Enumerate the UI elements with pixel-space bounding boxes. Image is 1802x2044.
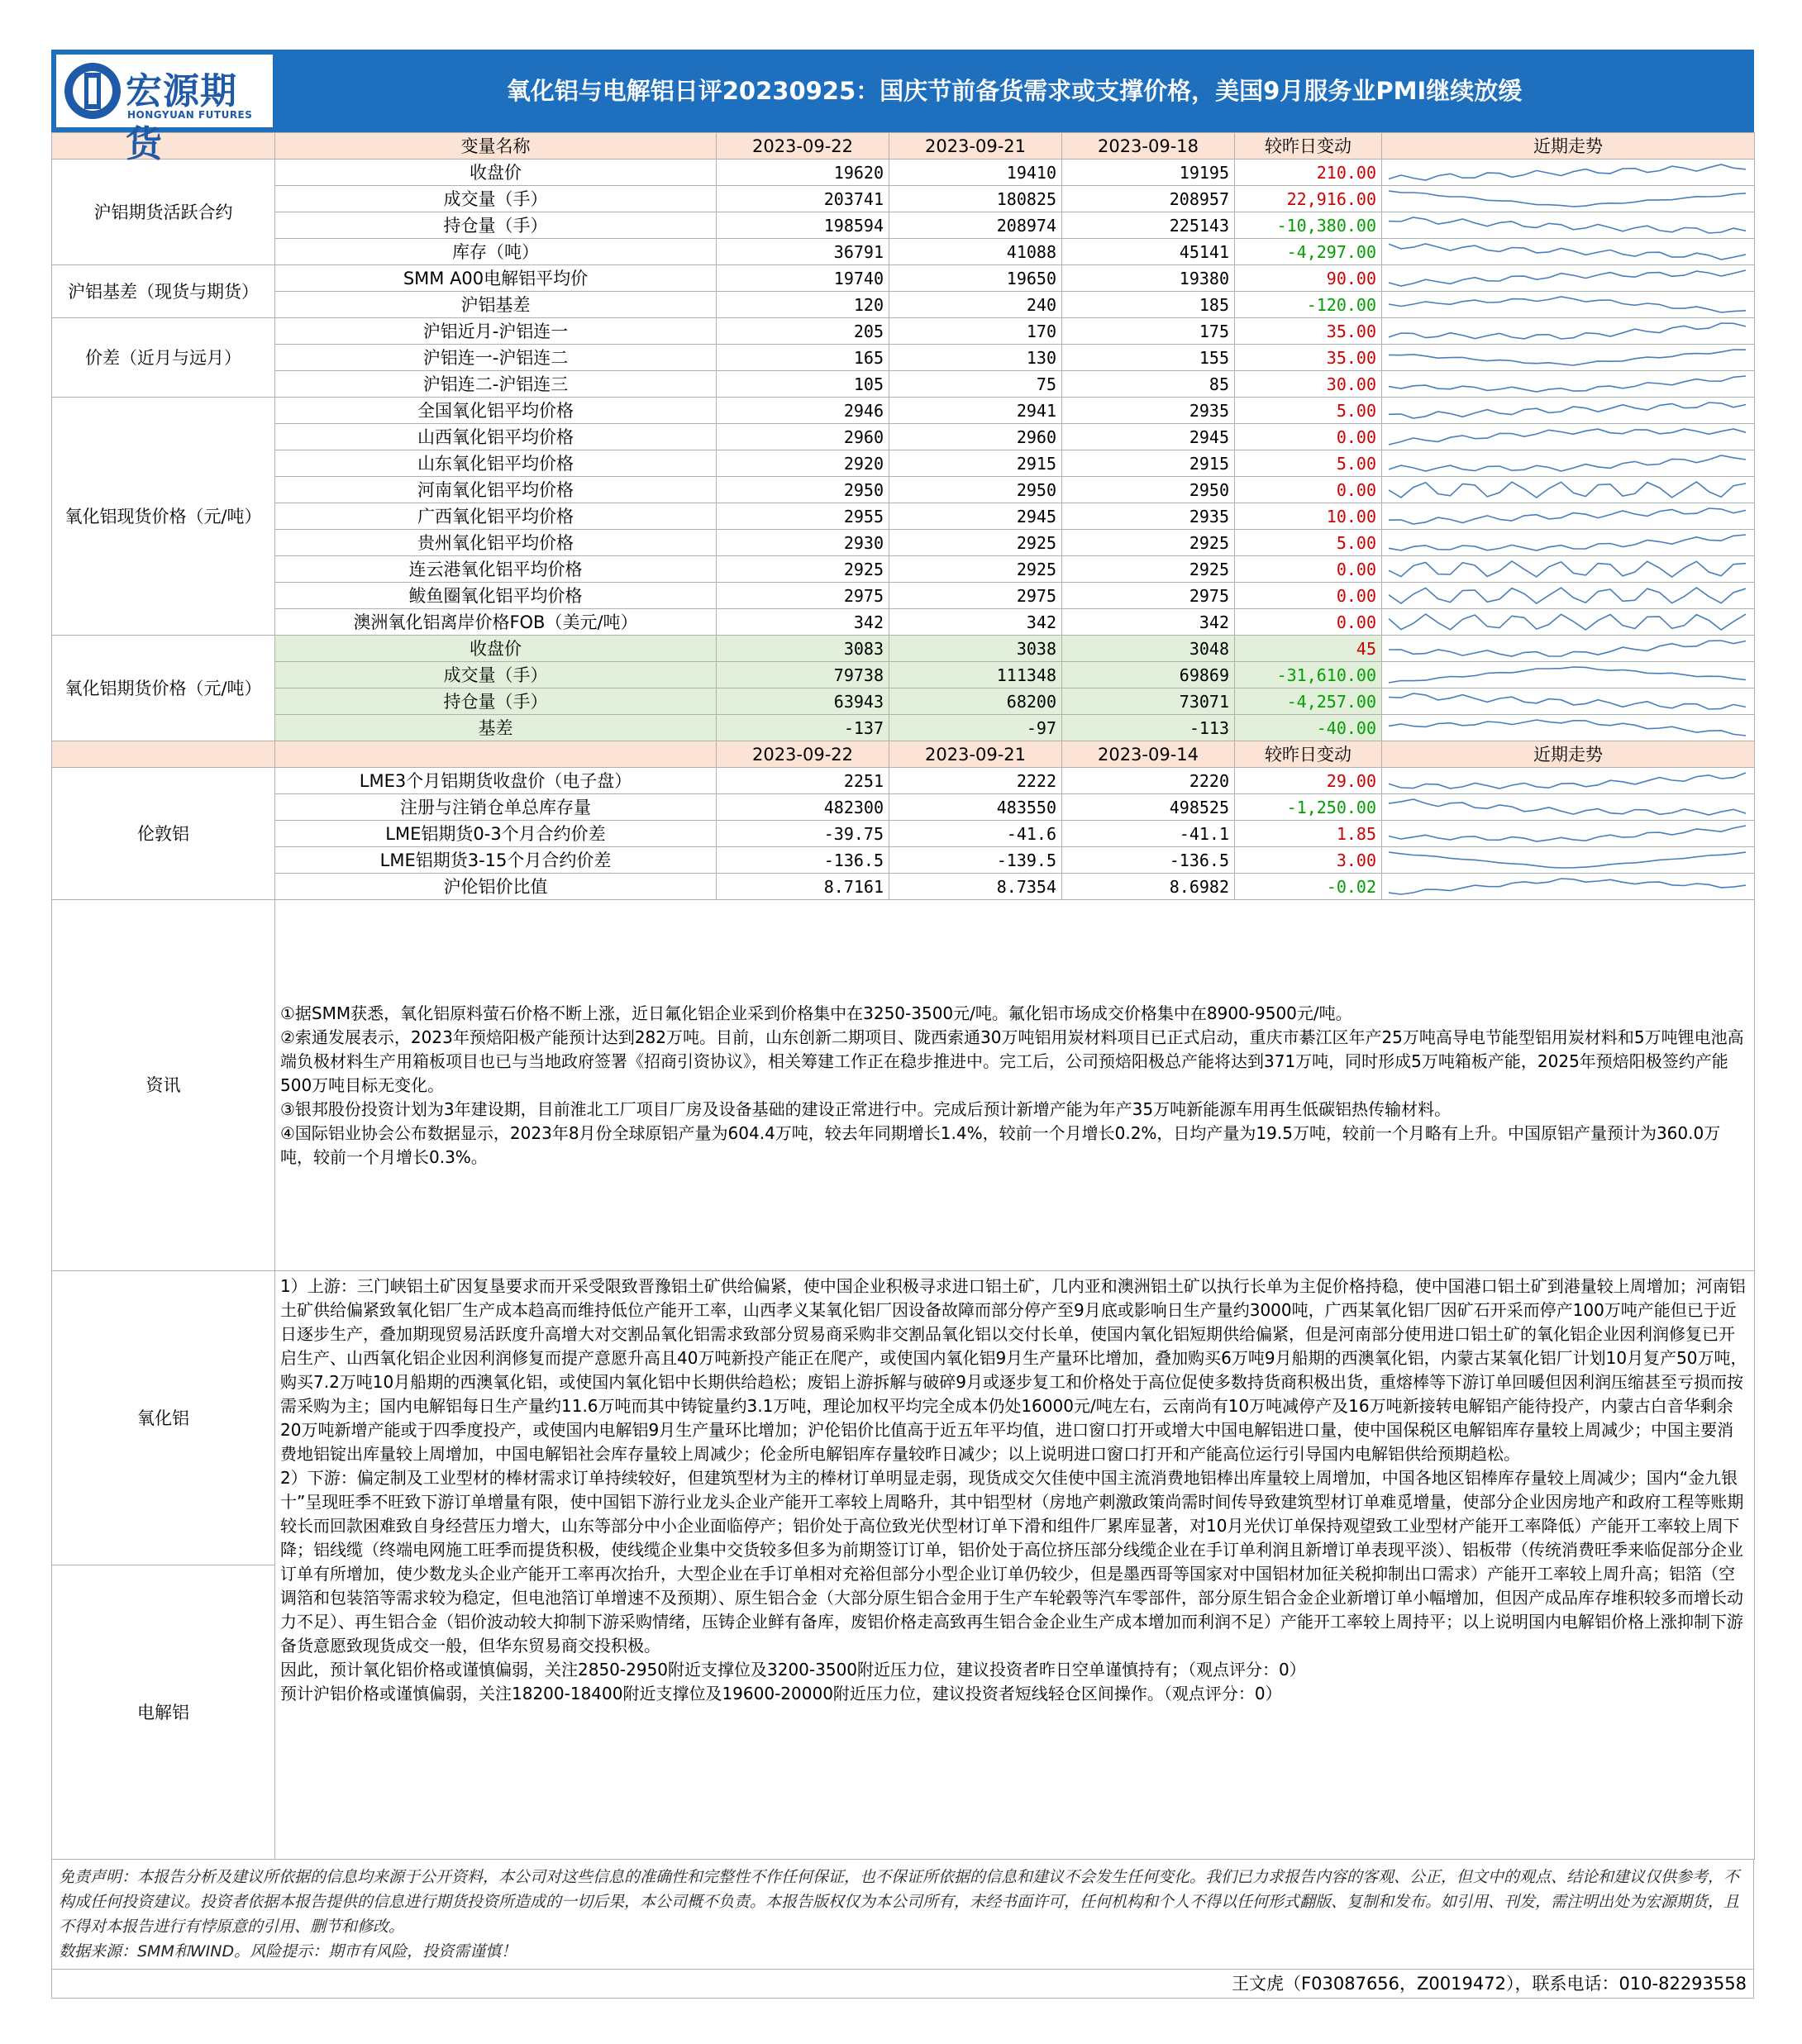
trend-line <box>1389 720 1746 736</box>
trend-sparkline <box>1385 160 1749 184</box>
value-cell: 79738 <box>717 662 889 688</box>
row-name: 持仓量（手） <box>275 688 717 715</box>
trend-line <box>1389 482 1746 498</box>
row-name: LME铝期货3-15个月合约价差 <box>275 847 717 874</box>
table-row <box>52 556 1755 583</box>
trend-cell <box>1382 715 1755 741</box>
trend-line <box>1389 693 1746 709</box>
analysis-paragraph: 2）下游：偏定制及工业型材的棒材需求订单持续较好，但建筑型材为主的棒材订单明显走弱，现货成交欠佳使中国主流消费地铝棒出库量较上周增加，中国各地区铝棒库存量较上周减少；国内“金九银十”呈现旺季不旺致下游订单增量有限，使中国铝下游行业龙头企业产能开工率较上周略升，其中铝型材（房地产刺激政策尚需时间传导致建筑型材订单难觅增量，使部分企业因房地产和政府工程等账期较长而回款困难致自身经营压力增大，山东等部分中小企业面临停产；铝价处于高位致光伏型材订单下滑和组件厂累库显著，对10月光伏订单保持观望致工业型材产能开工率降低）产能开工率较上周下降；铝线缆（终端电网施工旺季而提货积极，使线缆企业集中交货较多但多为前期签订订单，铝价处于高位挤压部分线缆企业在手订单利润且新增订单表现平淡）、铝板带（传统消费旺季来临促部分企业订单有所增加，使少数龙头企业产能开工率再次抬升，大型企业在手订单相对充裕但部分小型企业订单仍较少，但是墨西哥等国家对中国铝材加征关税抑制出口需求）产能开工率较上周升高；铝箔（空调箔和包装箔等需求较为稳定，但电池箔订单增速不及预期）、原生铝合金（大部分原生铝合金用于生产车轮毂等汽车零部件，部分原生铝合金企业新增订单小幅增加，但因产成品库存堆积较多而增长动力不足）、再生铝合金（铝价波动较大抑制下游采购情绪，压铸企业鲜有备库，废铝价格走高致再生铝合金企业生产成本增加而利润不足）产能开工率较上周持平；以上说明国内电解铝价格上涨抑制下游备货意愿致现货成交一般，但华东贸易商交投积极。 <box>280 1468 1744 1656</box>
table-row <box>52 292 1755 318</box>
row-name: 沪伦铝价比值 <box>275 874 717 900</box>
trend-cell <box>1382 450 1755 477</box>
trend-sparkline <box>1385 504 1749 528</box>
trend-cell <box>1382 636 1755 662</box>
value-cell: 63943 <box>717 688 889 715</box>
change-cell: 45 <box>1235 636 1382 662</box>
row-name: 成交量（手） <box>275 186 717 212</box>
row-name: 持仓量（手） <box>275 212 717 239</box>
value-cell: 41088 <box>889 239 1062 265</box>
company-logo <box>56 55 273 165</box>
table-row <box>52 318 1755 345</box>
change-cell: 35.00 <box>1235 345 1382 371</box>
row-name: 沪铝连一-沪铝连二 <box>275 345 717 371</box>
value-cell: 240 <box>889 292 1062 318</box>
table-row <box>52 794 1755 821</box>
trend-sparkline <box>1385 822 1749 846</box>
trend-line <box>1389 217 1746 233</box>
value-cell: 2251 <box>717 768 889 794</box>
value-cell: 2925 <box>1062 530 1235 556</box>
table-row <box>52 847 1755 874</box>
alumina-label: 氧化铝 <box>52 1271 275 1565</box>
value-cell: 8.6982 <box>1062 874 1235 900</box>
row-name: 注册与注销仓单总库存量 <box>275 794 717 821</box>
trend-sparkline <box>1385 372 1749 396</box>
trend-cell <box>1382 874 1755 900</box>
logo-subtitle: HONGYUAN FUTURES <box>127 109 253 121</box>
trend-cell <box>1382 530 1755 556</box>
row-name: 澳洲氧化铝离岸价格FOB（美元/吨） <box>275 609 717 636</box>
value-cell: 2945 <box>889 503 1062 530</box>
change-cell: -10,380.00 <box>1235 212 1382 239</box>
data-table <box>51 132 1755 1860</box>
value-cell: 2915 <box>1062 450 1235 477</box>
value-cell: 120 <box>717 292 889 318</box>
table-header-row <box>52 133 1755 160</box>
row-name: 沪铝近月-沪铝连一 <box>275 318 717 345</box>
trend-sparkline <box>1385 425 1749 449</box>
change-cell: -4,297.00 <box>1235 239 1382 265</box>
trend-cell <box>1382 371 1755 398</box>
trend-line <box>1389 270 1746 286</box>
header-cell-date: 2023-09-22 <box>717 741 889 768</box>
table-row <box>52 662 1755 688</box>
value-cell: 2950 <box>889 477 1062 503</box>
change-cell: -40.00 <box>1235 715 1382 741</box>
report-page <box>51 50 1754 1999</box>
table-row <box>52 768 1755 794</box>
trend-sparkline <box>1385 345 1749 369</box>
trend-cell <box>1382 583 1755 609</box>
header-cell-blank <box>52 741 275 768</box>
header-cell-name: 变量名称 <box>275 133 717 160</box>
header-cell-date: 2023-09-18 <box>1062 133 1235 160</box>
table-row <box>52 874 1755 900</box>
row-name: 鲅鱼圈氧化铝平均价格 <box>275 583 717 609</box>
value-cell: 105 <box>717 371 889 398</box>
electrolytic-label: 电解铝 <box>52 1565 275 1860</box>
value-cell: 3038 <box>889 636 1062 662</box>
row-name: 河南氧化铝平均价格 <box>275 477 717 503</box>
table-row <box>52 398 1755 424</box>
header-cell-date: 2023-09-22 <box>717 133 889 160</box>
news-item: ②索通发展表示，2023年预焙阳极产能预计达到282万吨。目前，山东创新二期项目、陇西索通30万吨铝用炭材料项目已正式启动，重庆市綦江区年产25万吨高导电节能型铝用炭材料和5万吨锂电池高端负极材料生产用箱板项目也已与当地政府签署《招商引资协议》，相关筹建工作正在稳步推进中。完工后，公司预焙阳极总产能将达到371万吨，同时形成5万吨箱板产能，2025年预焙阳极签约产能500万吨目标无变化。 <box>280 1027 1744 1095</box>
trend-cell <box>1382 477 1755 503</box>
value-cell: 170 <box>889 318 1062 345</box>
news-content <box>275 900 1755 1271</box>
group-label: 伦敦铝 <box>52 768 275 900</box>
value-cell: 185 <box>1062 292 1235 318</box>
news-row <box>52 900 1755 1271</box>
header-cell-change: 较昨日变动 <box>1235 741 1382 768</box>
table-row <box>52 715 1755 741</box>
trend-line <box>1389 323 1746 339</box>
trend-sparkline <box>1385 716 1749 740</box>
change-cell: 10.00 <box>1235 503 1382 530</box>
logo-name: 宏源期货 <box>126 70 237 165</box>
value-cell: -136.5 <box>1062 847 1235 874</box>
news-label: 资讯 <box>52 900 275 1271</box>
news-item: ①据SMM获悉，氧化铝原料萤石价格不断上涨，近日氟化铝企业采到价格集中在3250-3500元/吨。氟化铝市场成交价格集中在8900-9500元/吨。 <box>280 1003 1352 1023</box>
trend-line <box>1389 852 1746 868</box>
table-row <box>52 609 1755 636</box>
value-cell: 2941 <box>889 398 1062 424</box>
trend-cell <box>1382 345 1755 371</box>
trend-sparkline <box>1385 478 1749 502</box>
change-cell: 5.00 <box>1235 450 1382 477</box>
trend-cell <box>1382 688 1755 715</box>
value-cell: 2950 <box>1062 477 1235 503</box>
value-cell: 19620 <box>717 160 889 186</box>
header-cell-change: 较昨日变动 <box>1235 133 1382 160</box>
trend-line <box>1389 244 1746 260</box>
trend-cell <box>1382 768 1755 794</box>
trend-cell <box>1382 239 1755 265</box>
change-cell: 30.00 <box>1235 371 1382 398</box>
table-row <box>52 636 1755 662</box>
table-row <box>52 424 1755 450</box>
trend-cell <box>1382 160 1755 186</box>
value-cell: 3048 <box>1062 636 1235 662</box>
table-row <box>52 186 1755 212</box>
change-cell: 5.00 <box>1235 530 1382 556</box>
news-item: ④国际铝业协会公布数据显示，2023年8月份全球原铝产量为604.4万吨，较去年同期增长1.4%，较前一个月增长0.2%，日均产量为19.5万吨，较前一个月略有上升。中国原铝产量预计为360.0万吨，较前一个月增长0.3%。 <box>280 1122 1721 1167</box>
trend-cell <box>1382 186 1755 212</box>
disclaimer <box>51 1860 1754 1970</box>
row-name: 沪铝基差 <box>275 292 717 318</box>
header-cell-date: 2023-09-21 <box>889 133 1062 160</box>
value-cell: 2955 <box>717 503 889 530</box>
value-cell: 69869 <box>1062 662 1235 688</box>
analysis-content <box>275 1271 1755 1860</box>
trend-line <box>1389 561 1746 577</box>
header-cell-name <box>275 741 717 768</box>
analyst-contact: 王文虎（F03087656，Z0019472），联系电话：010-82293558 <box>51 1970 1754 1999</box>
group-label: 氧化铝期货价格（元/吨） <box>52 636 275 741</box>
row-name: 库存（吨） <box>275 239 717 265</box>
value-cell: -137 <box>717 715 889 741</box>
row-name: 连云港氧化铝平均价格 <box>275 556 717 583</box>
value-cell: 342 <box>889 609 1062 636</box>
change-cell: 22,916.00 <box>1235 186 1382 212</box>
value-cell: 36791 <box>717 239 889 265</box>
trend-cell <box>1382 503 1755 530</box>
value-cell: 8.7161 <box>717 874 889 900</box>
table-row <box>52 450 1755 477</box>
row-name: 山西氧化铝平均价格 <box>275 424 717 450</box>
change-cell: 0.00 <box>1235 583 1382 609</box>
row-name: 成交量（手） <box>275 662 717 688</box>
value-cell: 75 <box>889 371 1062 398</box>
trend-line <box>1389 826 1746 841</box>
row-name: 收盘价 <box>275 160 717 186</box>
value-cell: 2925 <box>1062 556 1235 583</box>
value-cell: -136.5 <box>717 847 889 874</box>
trend-sparkline <box>1385 610 1749 634</box>
trend-line <box>1389 508 1746 524</box>
value-cell: 175 <box>1062 318 1235 345</box>
change-cell: -4,257.00 <box>1235 688 1382 715</box>
header-cell-trend: 近期走势 <box>1382 133 1755 160</box>
header-cell-date: 2023-09-21 <box>889 741 1062 768</box>
row-name: LME铝期货0-3个月合约价差 <box>275 821 717 847</box>
trend-cell <box>1382 847 1755 874</box>
change-cell: -31,610.00 <box>1235 662 1382 688</box>
value-cell: 2220 <box>1062 768 1235 794</box>
change-cell: 90.00 <box>1235 265 1382 292</box>
trend-sparkline <box>1385 187 1749 211</box>
value-cell: 2920 <box>717 450 889 477</box>
trend-sparkline <box>1385 769 1749 793</box>
value-cell: 2975 <box>889 583 1062 609</box>
table-row <box>52 212 1755 239</box>
value-cell: 2930 <box>717 530 889 556</box>
table-row <box>52 345 1755 371</box>
trend-line <box>1389 879 1746 894</box>
trend-cell <box>1382 292 1755 318</box>
trend-sparkline <box>1385 240 1749 264</box>
value-cell: 2925 <box>889 530 1062 556</box>
value-cell: 2915 <box>889 450 1062 477</box>
value-cell: 225143 <box>1062 212 1235 239</box>
value-cell: 2975 <box>1062 583 1235 609</box>
value-cell: -41.6 <box>889 821 1062 847</box>
value-cell: 198594 <box>717 212 889 239</box>
analysis-paragraph: 预计沪铝价格或谨慎偏弱，关注18200-18400附近支撑位及19600-20000附近压力位，建议投资者短线轻仓区间操作。（观点评分：0） <box>280 1684 1282 1703</box>
change-cell: 0.00 <box>1235 556 1382 583</box>
trend-line <box>1389 773 1746 789</box>
change-cell: 29.00 <box>1235 768 1382 794</box>
value-cell: 2950 <box>717 477 889 503</box>
analysis-paragraph: 因此，预计氧化铝价格或谨慎偏弱，关注2850-2950附近支撑位及3200-3500附近压力位，建议投资者昨日空单谨慎持有；（观点评分：0） <box>280 1660 1306 1680</box>
change-cell: 0.00 <box>1235 609 1382 636</box>
table-header-row <box>52 741 1755 768</box>
value-cell: 85 <box>1062 371 1235 398</box>
trend-sparkline <box>1385 266 1749 290</box>
trend-sparkline <box>1385 293 1749 317</box>
trend-cell <box>1382 318 1755 345</box>
row-name: LME3个月铝期货收盘价（电子盘） <box>275 768 717 794</box>
value-cell: 2222 <box>889 768 1062 794</box>
value-cell: -41.1 <box>1062 821 1235 847</box>
value-cell: 2946 <box>717 398 889 424</box>
analysis-row <box>52 1271 1755 1565</box>
header-cell-trend: 近期走势 <box>1382 741 1755 768</box>
value-cell: 2925 <box>717 556 889 583</box>
value-cell: 483550 <box>889 794 1062 821</box>
table-row <box>52 530 1755 556</box>
trend-sparkline <box>1385 795 1749 819</box>
row-name: 广西氧化铝平均价格 <box>275 503 717 530</box>
value-cell: 19740 <box>717 265 889 292</box>
table-row <box>52 503 1755 530</box>
trend-cell <box>1382 424 1755 450</box>
analysis-paragraph: 1）上游：三门峡铝土矿因复垦要求而开采受限致晋豫铝土矿供给偏紧，使中国企业积极寻求进口铝土矿，几内亚和澳洲铝土矿以执行长单为主促价格持稳，使中国港口铝土矿到港量较上周增加；河南铝土矿供给偏紧致氧化铝厂生产成本趋高而维持低位产能开工率，山西孝义某氧化铝厂因设备故障而部分停产至9月底或影响日生产量约3000吨，广西某氧化铝厂因矿石开采而停产100万吨产能但已于近日逐步生产，叠加期现贸易活跃度升高增大对交割品氧化铝需求致部分贸易商采购非交割品氧化铝以交付长单，使国内氧化铝短期供给偏紧，但是河南部分使用进口铝土矿的氧化铝企业因利润修复已开启生产、山西氧化铝企业因利润修复而提产意愿升高且40万吨新投产能正在爬产，或使国内氧化铝9月生产量环比增加，叠加购买6万吨9月船期的西澳氧化铝，内蒙古某氧化铝厂计划10月复产50万吨，购买7.2万吨10月船期的西澳氧化铝，或使国内氧化铝中长期供给趋松；废铝上游拆解与破碎9月或逐步复工和价格处于高位促使多数持货商积极出货，重熔棒等下游订单回暖但因利润压缩甚至亏损而按需采购为主；国内电解铝每日生产量约11.6万吨而其中铸锭量约3.1万吨，理论加权平均完全成本仍处16000元/吨左右，云南尚有10万吨减停产及16万吨新接转电解铝产能待投产，内蒙古白音华剩余20万吨新增产能或于四季度投产，或使国内电解铝9月生产量环比增加；沪伦铝价比值高于近五年平均值，进口窗口打开或增大中国电解铝进口量，使中国保税区电解铝库存量较上周减少；中国主要消费地铝锭出库量较上周增加，中国电解铝社会库存量较上周减少；伦金所电解铝库存量较昨日减少；以上说明进口窗口打开和产能高位运行引导国内电解铝供给预期趋松。 <box>280 1276 1747 1464</box>
value-cell: 2935 <box>1062 398 1235 424</box>
trend-line <box>1389 535 1746 550</box>
trend-sparkline <box>1385 531 1749 555</box>
trend-sparkline <box>1385 636 1749 660</box>
trend-line <box>1389 350 1746 365</box>
trend-sparkline <box>1385 848 1749 872</box>
change-cell: 0.00 <box>1235 477 1382 503</box>
table-row <box>52 477 1755 503</box>
value-cell: 342 <box>1062 609 1235 636</box>
value-cell: 180825 <box>889 186 1062 212</box>
trend-sparkline <box>1385 584 1749 607</box>
trend-cell <box>1382 609 1755 636</box>
trend-sparkline <box>1385 557 1749 581</box>
trend-line <box>1389 429 1746 445</box>
value-cell: 205 <box>717 318 889 345</box>
value-cell: 2975 <box>717 583 889 609</box>
trend-line <box>1389 297 1746 312</box>
value-cell: -139.5 <box>889 847 1062 874</box>
value-cell: 19410 <box>889 160 1062 186</box>
value-cell: 3083 <box>717 636 889 662</box>
change-cell: -0.02 <box>1235 874 1382 900</box>
value-cell: 19195 <box>1062 160 1235 186</box>
table-row <box>52 583 1755 609</box>
value-cell: 130 <box>889 345 1062 371</box>
change-cell: 5.00 <box>1235 398 1382 424</box>
value-cell: 2945 <box>1062 424 1235 450</box>
value-cell: 19380 <box>1062 265 1235 292</box>
trend-sparkline <box>1385 663 1749 687</box>
value-cell: 68200 <box>889 688 1062 715</box>
table-row <box>52 160 1755 186</box>
row-name: 收盘价 <box>275 636 717 662</box>
news-item: ③银邦股份投资计划为3年建设期，目前淮北工厂项目厂房及设备基础的建设正常进行中。完成后预计新增产能为年产35万吨新能源车用再生低碳铝热传输材料。 <box>280 1098 1452 1119</box>
value-cell: 2960 <box>889 424 1062 450</box>
trend-sparkline <box>1385 319 1749 343</box>
value-cell: 2935 <box>1062 503 1235 530</box>
trend-cell <box>1382 265 1755 292</box>
trend-sparkline <box>1385 451 1749 475</box>
trend-cell <box>1382 821 1755 847</box>
value-cell: 45141 <box>1062 239 1235 265</box>
value-cell: 19650 <box>889 265 1062 292</box>
trend-sparkline <box>1385 874 1749 898</box>
data-source: 数据来源：SMM和WIND。风险提示：期市有风险，投资需谨慎！ <box>59 1942 517 1961</box>
value-cell: 482300 <box>717 794 889 821</box>
trend-line <box>1389 641 1746 656</box>
change-cell: 210.00 <box>1235 160 1382 186</box>
trend-line <box>1389 403 1746 418</box>
trend-cell <box>1382 212 1755 239</box>
table-row <box>52 371 1755 398</box>
value-cell: 165 <box>717 345 889 371</box>
change-cell: 0.00 <box>1235 424 1382 450</box>
table-row <box>52 688 1755 715</box>
group-label: 氧化铝现货价格（元/吨） <box>52 398 275 636</box>
trend-line <box>1389 455 1746 471</box>
table-row <box>52 821 1755 847</box>
row-name: 全国氧化铝平均价格 <box>275 398 717 424</box>
trend-line <box>1389 799 1746 815</box>
value-cell: 8.7354 <box>889 874 1062 900</box>
change-cell: 3.00 <box>1235 847 1382 874</box>
change-cell: 35.00 <box>1235 318 1382 345</box>
trend-sparkline <box>1385 398 1749 422</box>
table-row <box>52 239 1755 265</box>
value-cell: 155 <box>1062 345 1235 371</box>
row-name: 贵州氧化铝平均价格 <box>275 530 717 556</box>
trend-cell <box>1382 662 1755 688</box>
logo-mark-icon <box>63 61 122 121</box>
value-cell: 2925 <box>889 556 1062 583</box>
group-label: 沪铝期货活跃合约 <box>52 160 275 265</box>
trend-cell <box>1382 556 1755 583</box>
trend-cell <box>1382 794 1755 821</box>
row-name: 山东氧化铝平均价格 <box>275 450 717 477</box>
disclaimer-text: 免责声明：本报告分析及建议所依据的信息均来源于公开资料，本公司对这些信息的准确性和完整性不作任何保证，也不保证所依据的信息和建议不会发生任何变化。我们已力求报告内容的客观、公正，但文中的观点、结论和建议仅供参考，不构成任何投资建议。投资者依据本报告提供的信息进行期货投资所造成的一切后果，本公司概不负责。本报告版权仅为本公司所有，未经书面许可，任何机构和个人不得以任何形式翻版、复制和发布。如引用、刊发，需注明出处为宏源期货，且不得对本报告进行有悖原意的引用、删节和修改。 <box>59 1868 1740 1936</box>
trend-line <box>1389 667 1746 683</box>
value-cell: 111348 <box>889 662 1062 688</box>
value-cell: 73071 <box>1062 688 1235 715</box>
value-cell: -97 <box>889 715 1062 741</box>
row-name: SMM A00电解铝平均价 <box>275 265 717 292</box>
header-cell-date: 2023-09-14 <box>1062 741 1235 768</box>
report-title: 氧化铝与电解铝日评20230925：国庆节前备货需求或支撑价格，美国9月服务业PMI继续放缓 <box>506 77 1523 105</box>
group-label: 沪铝基差（现货与期货） <box>52 265 275 318</box>
trend-line <box>1389 588 1746 603</box>
group-label: 价差（近月与远月） <box>52 318 275 398</box>
trend-line <box>1389 191 1746 207</box>
trend-line <box>1389 376 1746 392</box>
row-name: 沪铝连二-沪铝连三 <box>275 371 717 398</box>
trend-sparkline <box>1385 689 1749 713</box>
value-cell: 2960 <box>717 424 889 450</box>
value-cell: 498525 <box>1062 794 1235 821</box>
value-cell: 342 <box>717 609 889 636</box>
value-cell: 208957 <box>1062 186 1235 212</box>
row-name: 基差 <box>275 715 717 741</box>
table-row <box>52 265 1755 292</box>
value-cell: 203741 <box>717 186 889 212</box>
value-cell: -39.75 <box>717 821 889 847</box>
trend-line <box>1389 614 1746 630</box>
trend-cell <box>1382 398 1755 424</box>
change-cell: -120.00 <box>1235 292 1382 318</box>
change-cell: 1.85 <box>1235 821 1382 847</box>
trend-line <box>1389 164 1746 180</box>
trend-sparkline <box>1385 213 1749 237</box>
value-cell: 208974 <box>889 212 1062 239</box>
change-cell: -1,250.00 <box>1235 794 1382 821</box>
value-cell: -113 <box>1062 715 1235 741</box>
